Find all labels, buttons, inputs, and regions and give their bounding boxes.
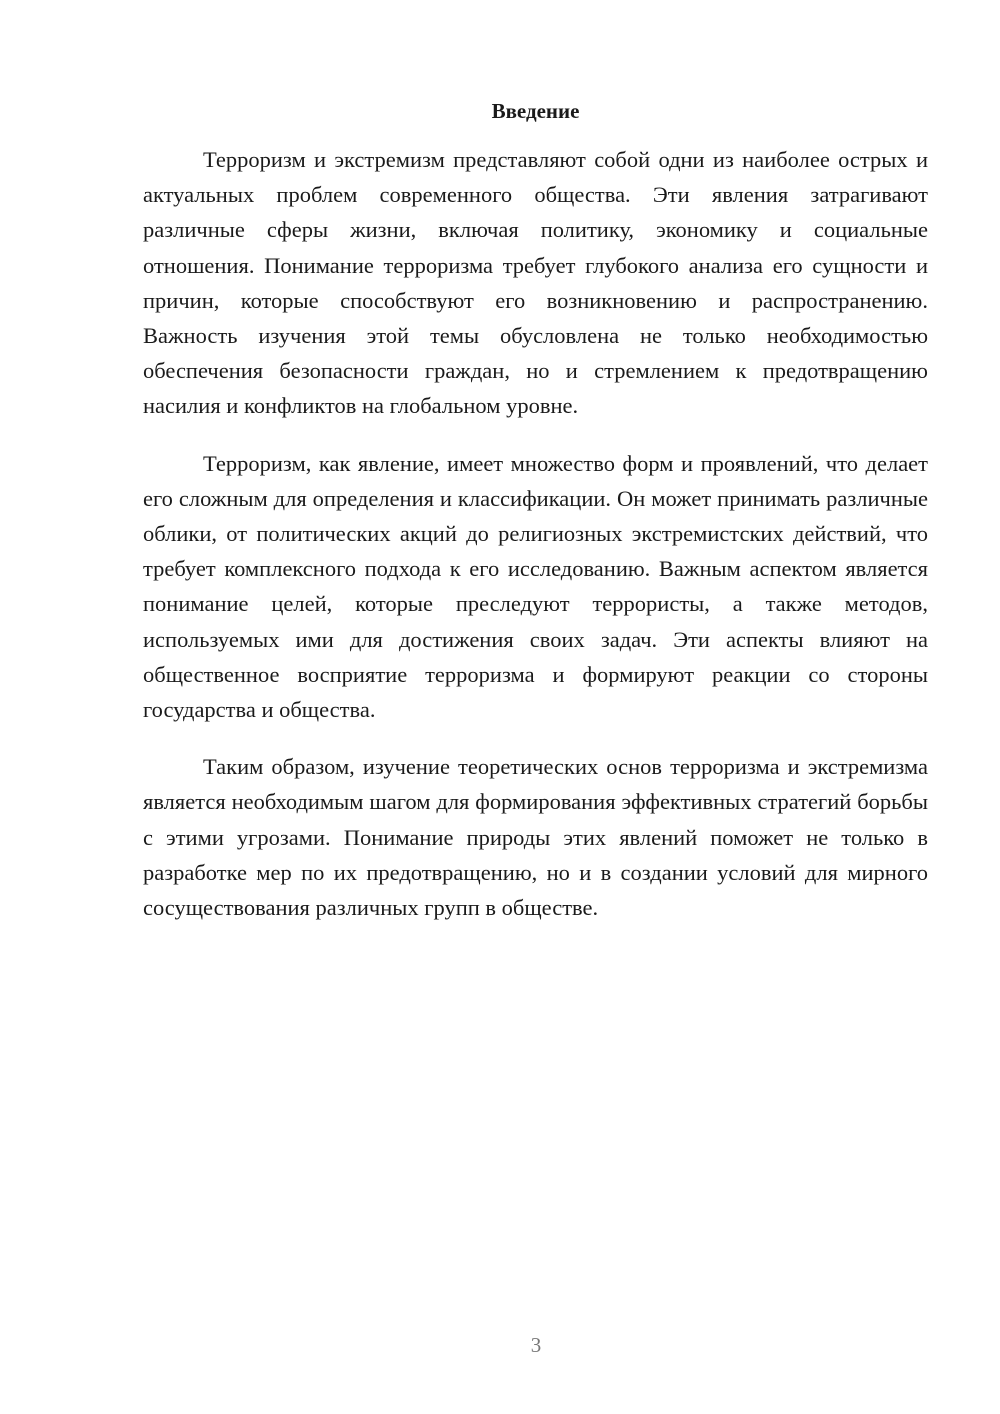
paragraph-1: Терроризм и экстремизм представляют собой одни из наиболее острых и актуальных проблем современного общества. Эти явления затрагивают различные сферы жизни, включая политику, экономику и социальные отношения. Понимание терроризма требует глубокого анализа его сущности и причин, которые способствуют его возникновению и распространению. Важность изучения этой темы обусловлена не только необходимостью обеспечения безопасности граждан, но и стремлением к предотвращению насилия и конфликтов на глобальном уровне.: [143, 147, 928, 419]
paragraph-3: Таким образом, изучение теоретических основ терроризма и экстремизма является необходимым шагом для формирования эффективных стратегий борьбы с этими угрозами. Понимание природы этих явлений поможет не только в разработке мер по их предотвращению, но и в создании условий для мирного сосуществования различных групп в обществе.: [143, 754, 928, 921]
page-number: 3: [530, 1333, 542, 1357]
paragraph-2: Терроризм, как явление, имеет множество форм и проявлений, что делает его сложным для определения и классификации. Он может принимать различные облики, от политических акций до религиозных экстремистских действий, что требует комплексного подхода к его исследованию. Важным аспектом является понимание целей, которые преследуют террористы, а также методов, используемых ими для достижения своих задач. Эти аспекты влияют на общественное восприятие терроризма и формируют реакции со стороны государства и общества.: [143, 450, 928, 723]
body-text: [143, 142, 928, 947]
section-heading: Введение: [491, 99, 580, 123]
